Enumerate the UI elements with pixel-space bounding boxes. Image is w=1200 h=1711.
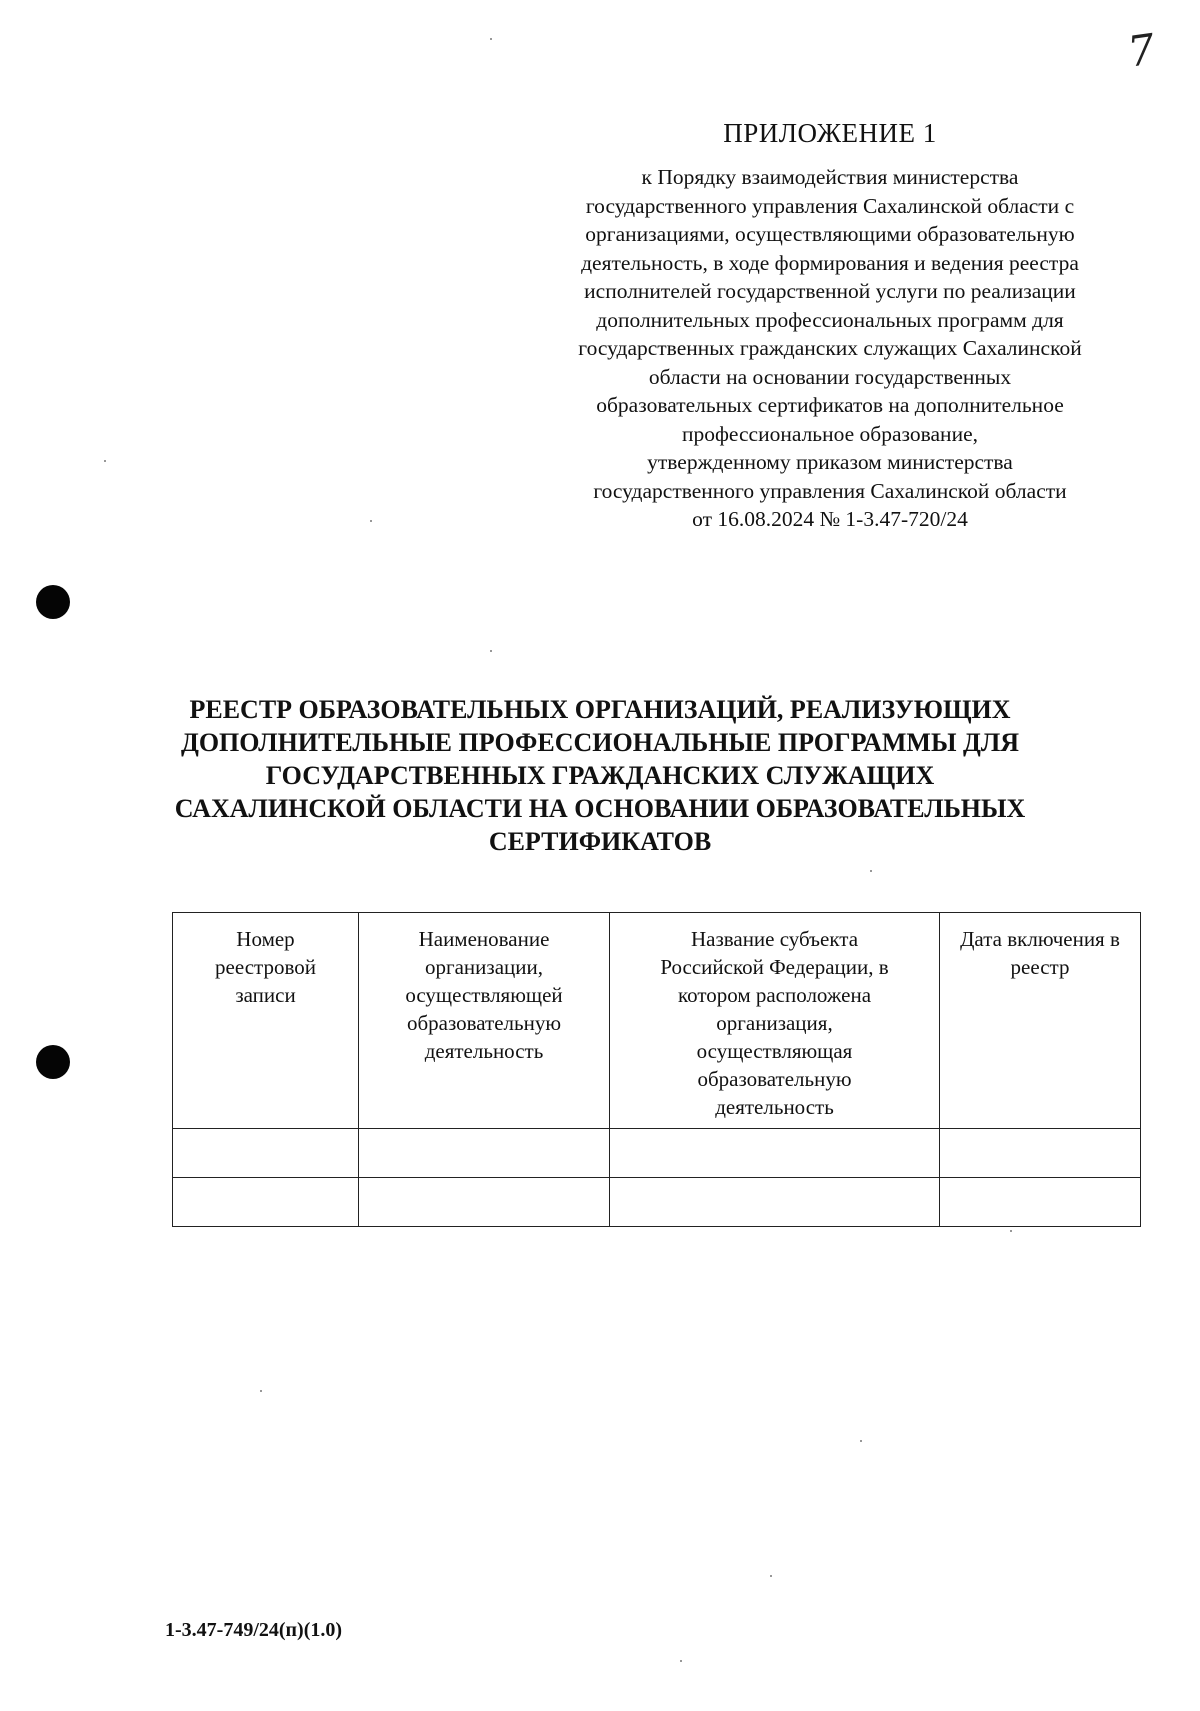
header-line: осуществляющей (405, 983, 563, 1007)
header-line: организации, (425, 955, 543, 979)
table-row (173, 1129, 1141, 1178)
punch-hole (36, 1045, 70, 1079)
scan-speck (260, 1390, 262, 1392)
appendix-line: от 16.08.2024 № 1-3.47-720/24 (692, 507, 968, 531)
scan-speck (770, 1575, 772, 1577)
appendix-line: организациями, осуществляющими образовательную (585, 222, 1075, 246)
table-cell (173, 1129, 359, 1178)
scan-speck (370, 520, 372, 522)
document-code: 1-3.47-749/24(п)(1.0) (165, 1619, 343, 1641)
header-line: котором расположена (677, 983, 872, 1007)
appendix-line: дополнительных профессиональных программ для (596, 307, 1064, 332)
header-line: организация, (716, 1011, 833, 1035)
appendix-line: исполнителей государственной услуги по реализации (584, 279, 1076, 303)
registry-table (172, 912, 1141, 1227)
header-federal-subject (610, 913, 940, 1129)
appendix-line: образовательных сертификатов на дополнительное (596, 393, 1064, 417)
header-line: образовательную (697, 1067, 852, 1091)
scan-speck (490, 650, 492, 652)
appendix-line: государственного управления Сахалинской области с (585, 193, 1075, 218)
title-line: ДОПОЛНИТЕЛЬНЫЕ ПРОФЕССИОНАЛЬНЫЕ ПРОГРАММЫ ДЛЯ (180, 728, 1020, 757)
table-cell (359, 1129, 610, 1178)
scan-speck (680, 1660, 682, 1662)
header-line: реестр (1010, 955, 1070, 979)
header-line: Российской Федерации, в (660, 955, 889, 979)
header-organization-name (359, 913, 610, 1129)
appendix-title: ПРИЛОЖЕНИЕ 1 (723, 118, 937, 148)
table-header-row (173, 913, 1141, 1129)
header-line: деятельность (715, 1095, 834, 1119)
title-line: СЕРТИФИКАТОВ (488, 827, 712, 856)
scan-speck (1010, 1230, 1012, 1232)
header-line: Дата включения в (960, 927, 1120, 951)
header-line: осуществляющая (696, 1039, 853, 1063)
page-number: 7 (1124, 24, 1159, 77)
table-cell (173, 1178, 359, 1227)
header-line: Номер (236, 927, 295, 951)
registry-title (150, 693, 1050, 858)
table-cell (940, 1129, 1141, 1178)
table-cell (940, 1178, 1141, 1227)
table-cell (610, 1129, 940, 1178)
scan-speck (870, 870, 872, 872)
appendix-line: профессиональное образование, (681, 421, 978, 446)
header-line: Название субъекта (690, 927, 859, 951)
punch-hole (36, 585, 70, 619)
appendix-line: государственного управления Сахалинской области (593, 478, 1067, 503)
appendix-line: государственных гражданских служащих Сахалинской (578, 336, 1082, 360)
appendix-line: утвержденному приказом министерства (647, 450, 1013, 474)
header-inclusion-date (940, 913, 1141, 1129)
appendix-line: к Порядку взаимодействия министерства (641, 165, 1019, 189)
header-line: деятельность (424, 1039, 544, 1063)
header-line: образовательную (406, 1011, 562, 1035)
appendix-line: области на основании государственных (648, 364, 1012, 389)
header-line: записи (235, 983, 296, 1007)
scan-speck (860, 1440, 862, 1442)
scan-speck (490, 38, 492, 40)
title-line: САХАЛИНСКОЙ ОБЛАСТИ НА ОСНОВАНИИ ОБРАЗОВАТЕЛЬНЫХ (174, 794, 1026, 823)
table-cell (610, 1178, 940, 1227)
header-line: Наименование (418, 927, 550, 951)
title-line: РЕЕСТР ОБРАЗОВАТЕЛЬНЫХ ОРГАНИЗАЦИЙ, РЕАЛИЗУЮЩИХ (189, 695, 1011, 724)
appendix-line: деятельность, в ходе формирования и ведения реестра (581, 250, 1079, 275)
appendix-text (540, 163, 1120, 534)
scan-speck (104, 460, 106, 462)
table-row (173, 1178, 1141, 1227)
header-line: реестровой (215, 955, 316, 979)
title-line: ГОСУДАРСТВЕННЫХ ГРАЖДАНСКИХ СЛУЖАЩИХ (265, 761, 935, 790)
appendix-block (540, 118, 1120, 534)
table-cell (359, 1178, 610, 1227)
header-record-number (173, 913, 359, 1129)
